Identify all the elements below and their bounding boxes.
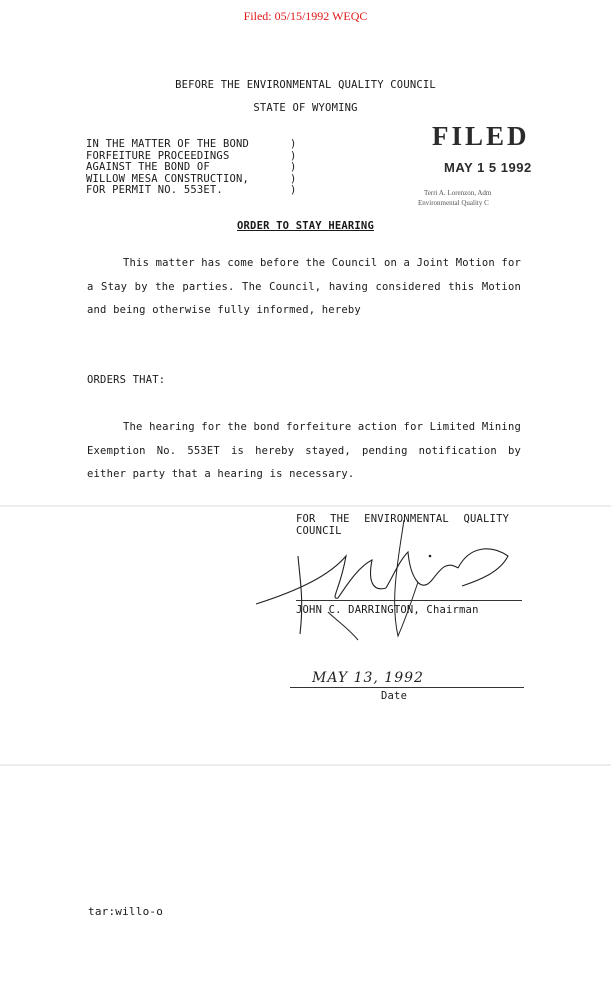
caption-line: IN THE MATTER OF THE BOND — [86, 138, 250, 150]
caption-paren: ) — [290, 172, 297, 185]
caption-line: FOR PERMIT NO. 553ET. — [86, 184, 223, 197]
date-line — [290, 687, 524, 688]
order-paragraph-2: The hearing for the bond forfeiture action for Limited Mining Exemption No. 553ET is hereby stayed, pending notification by either party that a hearing is necessary. — [87, 421, 521, 481]
signature-org-cont: COUNCIL — [296, 524, 342, 537]
caption-paren: ) — [290, 138, 297, 150]
signature-line — [296, 600, 522, 601]
order-title: ORDER TO STAY HEARING — [237, 220, 374, 232]
state-heading: STATE OF WYOMING — [253, 102, 358, 114]
signatory-name: JOHN C. DARRINGTON, Chairman — [296, 604, 479, 616]
caption-paren: ) — [290, 184, 297, 197]
caption-paren: ) — [290, 149, 297, 162]
filed-stamp-clerk: Terri A. Lorenzon, Adm — [424, 189, 492, 197]
filed-stamp-date: MAY 1 5 1992 — [444, 160, 532, 175]
signature-org: FOR THE ENVIRONMENTAL QUALITY — [296, 513, 510, 525]
order-paragraph-1: This matter has come before the Council on a Joint Motion for a Stay by the parties. The Council, having considered this Motion and being otherwise fully informed, hereby — [87, 257, 521, 317]
filed-note: Filed: 05/15/1992 WEQC — [243, 9, 368, 23]
caption-paren: ) — [290, 161, 297, 174]
date-label: Date — [381, 690, 408, 702]
handwritten-date: MAY 13, 1992 — [312, 670, 424, 686]
caption-line: WILLOW MESA CONSTRUCTION, — [86, 172, 250, 185]
orders-heading: ORDERS THAT: — [87, 374, 166, 386]
caption-line: FORFEITURE PROCEEDINGS — [86, 149, 230, 162]
document-reference: tar:willo-o — [88, 905, 164, 918]
caption-line: AGAINST THE BOND OF — [86, 161, 210, 174]
filed-stamp: FILED — [432, 121, 530, 151]
council-heading: BEFORE THE ENVIRONMENTAL QUALITY COUNCIL — [175, 79, 436, 91]
filed-stamp-agency: Environmental Quality C — [418, 199, 489, 207]
